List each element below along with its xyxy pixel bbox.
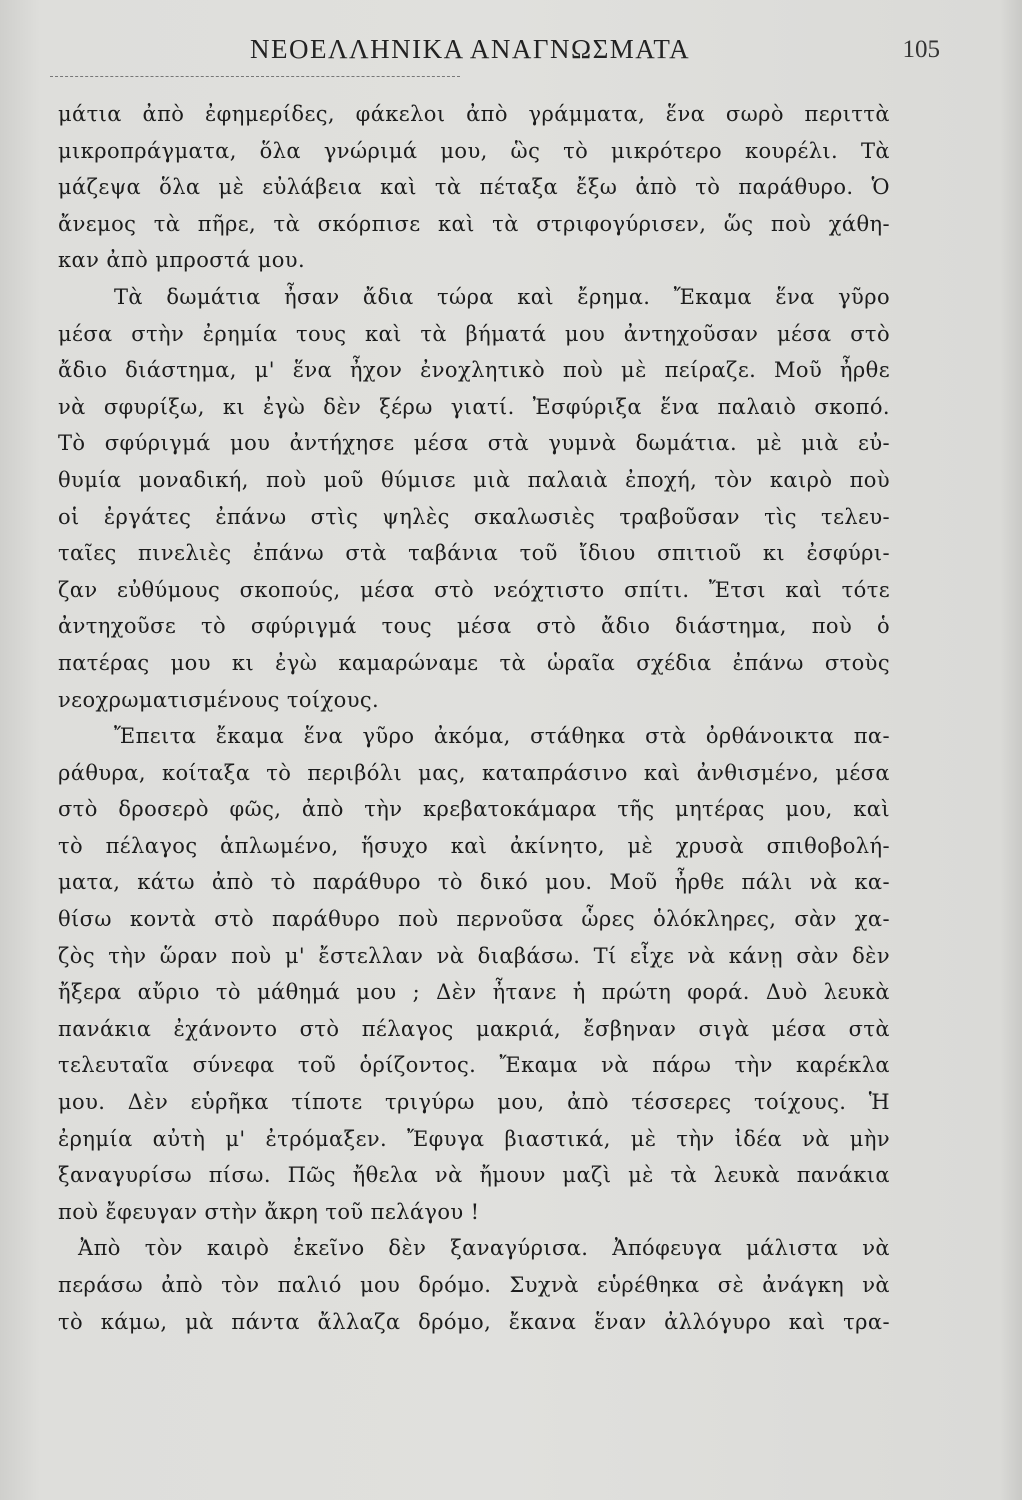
text-line: Ἔπειτα ἔκαμα ἕνα γῦρο ἀκόμα, στάθηκα στὰ ὀρθάνοικτα πα- <box>114 724 890 749</box>
text-line: καν ἀπὸ μπροστά μου. <box>58 248 306 273</box>
running-head <box>60 34 940 68</box>
text-line: ἄδιο διάστημα, μ' ἕνα ἦχον ἐνοχλητικὸ ποὺ μὲ πείραζε. Μοῦ ἦρθε <box>58 358 890 383</box>
text-line: πατέρας μου κι ἐγὼ καμαρώναμε τὰ ὡραῖα σχέδια ἐπάνω στοὺς <box>58 650 890 675</box>
text-line: θυμία μοναδική, ποὺ μοῦ θύμισε μιὰ παλαιὰ ἐποχή, τὸν καιρὸ ποὺ <box>58 467 890 492</box>
text-line: τὸ πέλαγος ἁπλωμένο, ἥσυχο καὶ ἀκίνητο, μὲ χρυσὰ σπιθοβολή- <box>58 833 890 858</box>
text-line: ζὸς τὴν ὥραν ποὺ μ' ἔστελλαν νὰ διαβάσω. Τί εἶχε νὰ κάνῃ σὰν δὲν <box>58 943 890 968</box>
text-line: ταῖες πινελιὲς ἐπάνω στὰ ταβάνια τοῦ ἴδιου σπιτιοῦ κι ἐσφύρι- <box>58 541 890 566</box>
text-line: στὸ δροσερὸ φῶς, ἀπὸ τὴν κρεβατοκάμαρα τῆς μητέρας μου, καὶ <box>58 797 890 822</box>
text-line: Ἀπὸ τὸν καιρὸ ἐκεῖνο δὲν ξαναγύρισα. Ἀπόφευγα μάλιστα νὰ <box>78 1236 890 1261</box>
text-line: μικροπράγματα, ὅλα γνώριμά μου, ὣς τὸ μικρότερο κουρέλι. Τὰ <box>58 138 890 163</box>
text-line: νεοχρωματισμένους τοίχους. <box>58 687 380 712</box>
running-head-title: ΝΕΟΕΛΛΗΝΙΚΑ ΑΝΑΓΝΩΣΜΑΤΑ <box>250 34 691 64</box>
text-line: τὸ κάμω, μὰ πάντα ἄλλαζα δρόμο, ἔκανα ἕναν ἀλλόγυρο καὶ τρα- <box>58 1309 890 1334</box>
text-line: ἄνεμος τὰ πῆρε, τὰ σκόρπισε καὶ τὰ στριφογύρισεν, ὥς ποὺ χάθη- <box>58 211 890 236</box>
text-line: ράθυρα, κοίταξα τὸ περιβόλι μας, καταπράσινο καὶ ἀνθισμένο, μέσα <box>58 760 890 785</box>
text-line: ζαν εὐθύμους σκοπούς, μέσα στὸ νεόχτιστο σπίτι. Ἔτσι καὶ τότε <box>58 577 890 602</box>
text-line: περάσω ἀπὸ τὸν παλιό μου δρόμο. Συχνὰ εὑρέθηκα σὲ ἀνάγκη νὰ <box>58 1273 890 1297</box>
text-line: θίσω κοντὰ στὸ παράθυρο ποὺ περνοῦσα ὧρες ὁλόκληρες, σὰν χα- <box>58 907 890 932</box>
text-line: μέσα στὴν ἐρημία τους καὶ τὰ βήματά μου ἀντηχοῦσαν μέσα στὸ <box>58 321 890 346</box>
text-line: ἐρημία αὐτὴ μ' ἐτρόμαξεν. Ἔφυγα βιαστικά, μὲ τὴν ἰδέα νὰ μὴν <box>58 1126 890 1151</box>
text-line: Τὸ σφύριγμά μου ἀντήχησε μέσα στὰ γυμνὰ δωμάτια. μὲ μιὰ εὐ- <box>58 431 890 456</box>
text-line: πανάκια ἐχάνοντο στὸ πέλαγος μακριά, ἔσβηναν σιγὰ μέσα στὰ <box>58 1016 890 1041</box>
text-line: ποὺ ἔφευγαν στὴν ἄκρη τοῦ πελάγου ! <box>58 1199 480 1224</box>
text-line: ματα, κάτω ἀπὸ τὸ παράθυρο τὸ δικό μου. Μοῦ ἦρθε πάλι νὰ κα- <box>58 870 890 895</box>
text-line: Τὰ δωμάτια ἦσαν ἄδια τώρα καὶ ἔρημα. Ἔκαμα ἕνα γῦρο <box>114 284 890 309</box>
text-line: τελευταῖα σύνεφα τοῦ ὁρίζοντος. Ἔκαμα νὰ πάρω τὴν καρέκλα <box>58 1053 890 1078</box>
page-number: 105 <box>902 36 940 63</box>
text-line: μου. Δὲν εὑρῆκα τίποτε τριγύρω μου, ἀπὸ τέσσερες τοίχους. Ἡ <box>58 1090 890 1115</box>
text-line: μάτια ἀπὸ ἐφημερίδες, φάκελοι ἀπὸ γράμματα, ἕνα σωρὸ περιττὰ <box>58 102 890 126</box>
text-line: οἱ ἐργάτες ἐπάνω στὶς ψηλὲς σκαλωσιὲς τραβοῦσαν τὶς τελευ- <box>58 504 890 529</box>
body-text <box>58 96 890 1340</box>
text-line: ἀντηχοῦσε τὸ σφύριγμά τους μέσα στὸ ἄδιο διάστημα, ποὺ ὁ <box>58 614 890 639</box>
text-line: μάζεψα ὅλα μὲ εὐλάβεια καὶ τὰ πέταξα ἔξω ἀπὸ τὸ παράθυρο. Ὁ <box>58 175 890 200</box>
text-line: ἤξερα αὔριο τὸ μάθημά μου ; Δὲν ἦτανε ἡ πρώτη φορά. Δυὸ λευκὰ <box>58 980 890 1005</box>
text-line: ξαναγυρίσω πίσω. Πῶς ἤθελα νὰ ἤμουν μαζὶ μὲ τὰ λευκὰ πανάκια <box>58 1163 890 1188</box>
text-line: νὰ σφυρίξω, κι ἐγὼ δὲν ξέρω γιατί. Ἐσφύριξα ἕνα παλαιὸ σκοπό. <box>58 394 890 419</box>
header-rule <box>50 76 460 77</box>
